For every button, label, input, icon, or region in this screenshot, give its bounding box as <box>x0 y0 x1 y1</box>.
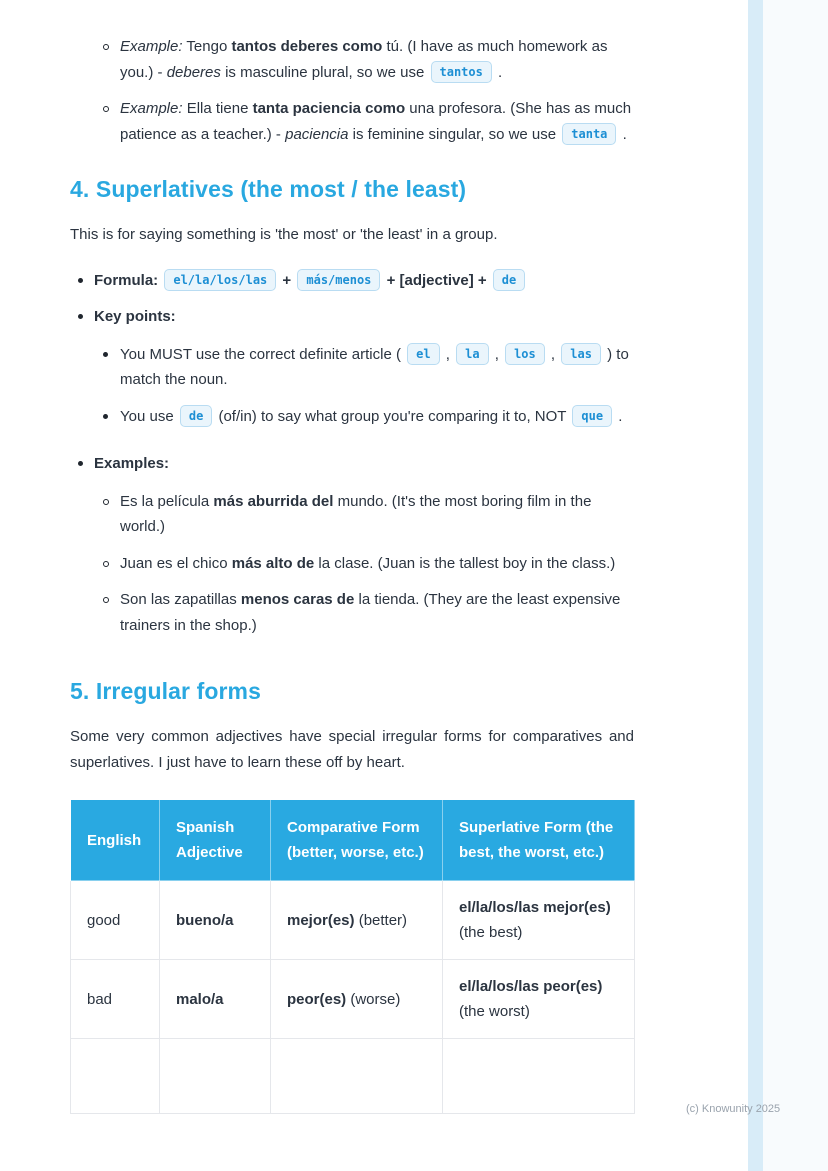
cell-comparative: mejor(es) (better) <box>271 881 443 960</box>
cell-spanish: bueno/a <box>160 881 271 960</box>
table-row <box>71 960 635 1039</box>
list-item <box>94 551 634 577</box>
column-header-superlative: Superlative Form (the best, the worst, etc.) <box>443 800 635 881</box>
hollow-bullet-icon <box>103 34 120 85</box>
table-row-partial <box>71 1039 635 1114</box>
list-item <box>94 404 634 430</box>
key-points-label: Key points: <box>94 308 176 325</box>
cell-comparative: peor(es) (worse) <box>271 960 443 1039</box>
bullet-icon <box>78 451 94 649</box>
bullet-icon <box>103 404 120 430</box>
bullet-icon <box>78 304 94 440</box>
bullet-icon <box>103 342 120 393</box>
intro-example-list <box>70 34 634 147</box>
table-header-row <box>71 800 635 881</box>
section-5-heading: 5. Irregular forms <box>70 678 261 704</box>
column-header-english: English <box>71 800 160 881</box>
formula-text: Formula: el/la/los/las + más/menos + [adjective] + de <box>94 268 634 294</box>
section-4-heading: 4. Superlatives (the most / the least) <box>70 176 467 202</box>
hollow-bullet-icon <box>103 489 120 540</box>
cell-superlative: el/la/los/las peor(es) (the worst) <box>443 960 635 1039</box>
cell-english: bad <box>71 960 160 1039</box>
bullet-icon <box>78 268 94 294</box>
list-item <box>70 34 634 85</box>
examples-label: Examples: <box>94 455 170 472</box>
example-text: Es la película más aburrida del mundo. (It's the most boring film in the world.) <box>120 492 592 535</box>
example-text: Son las zapatillas menos caras de la tienda. (They are the least expensive trainers in the shop.) <box>120 591 621 634</box>
page-right-gutter <box>763 0 828 1171</box>
key-point-text: You use de (of/in) to say what group you're comparing it to, NOT que . <box>120 404 634 430</box>
example-text: Example: Ella tiene tanta paciencia como una profesora. (She has as much patience as a teacher.) - paciencia is feminine singular, so we use tanta . <box>120 100 632 143</box>
cell-spanish: malo/a <box>160 960 271 1039</box>
document-content <box>70 0 634 1114</box>
hollow-bullet-icon <box>103 587 120 638</box>
list-item <box>94 342 634 393</box>
section-5-intro: Some very common adjectives have special irregular forms for comparatives and superlatives. I just have to learn these off by heart. <box>70 728 634 771</box>
list-item <box>70 96 634 147</box>
example-text: Juan es el chico más alto de la clase. (Juan is the tallest boy in the class.) <box>120 554 616 572</box>
cell-superlative: el/la/los/las mejor(es) (the best) <box>443 881 635 960</box>
examples-sublist <box>94 489 634 639</box>
table-row <box>71 881 635 960</box>
list-item <box>94 489 634 540</box>
column-header-spanish: Spanish Adjective <box>160 800 271 881</box>
watermark: (c) Knowunity 2025 <box>686 1103 781 1115</box>
list-item-key-points <box>70 304 634 440</box>
irregular-forms-table <box>70 799 635 1114</box>
column-header-comparative: Comparative Form (better, worse, etc.) <box>271 800 443 881</box>
hollow-bullet-icon <box>103 96 120 147</box>
section-4-intro: This is for saying something is 'the most' or 'the least' in a group. <box>70 226 498 243</box>
key-point-text: You MUST use the correct definite article ( el , la , los , las ) to match the noun. <box>120 342 634 393</box>
section-4-list <box>70 268 634 650</box>
key-points-sublist <box>94 342 634 430</box>
list-item-formula <box>70 268 634 294</box>
page-edge-strip <box>748 0 763 1171</box>
example-text: Example: Tengo tantos deberes como tú. (I have as much homework as you.) - deberes is masculine plural, so we use tantos . <box>120 38 608 81</box>
hollow-bullet-icon <box>103 551 120 577</box>
cell-english: good <box>71 881 160 960</box>
list-item <box>94 587 634 638</box>
list-item-examples <box>70 451 634 649</box>
